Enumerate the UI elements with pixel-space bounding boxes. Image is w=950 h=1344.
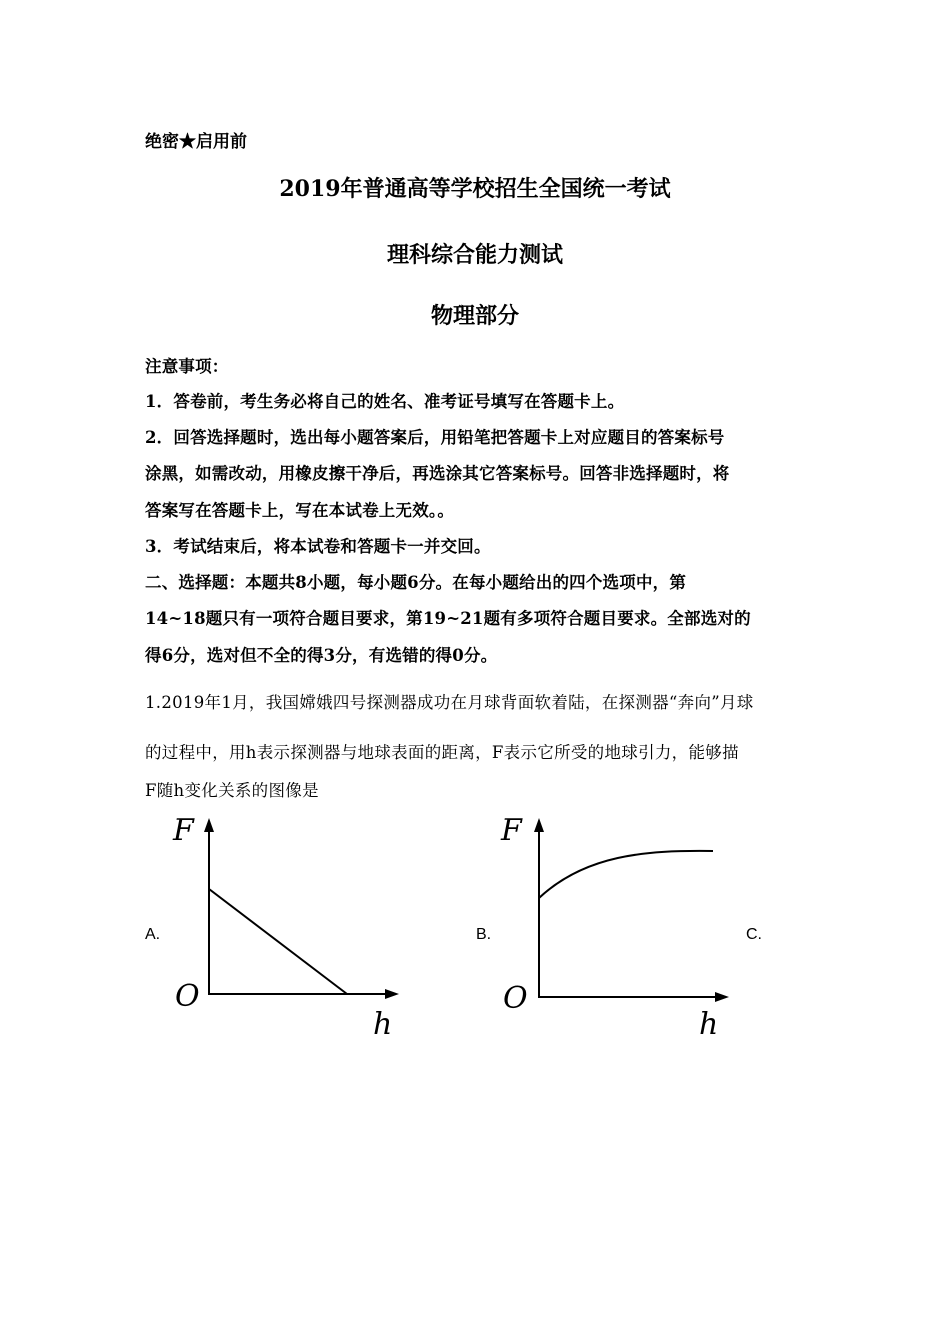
notice-line: 涂黑，如需改动，用橡皮擦干净后，再选涂其它答案标号。回答非选择题时，将	[145, 464, 730, 483]
notice-line: 答案写在答题卡上，写在本试卷上无效。。	[145, 501, 455, 520]
option-c-label: C.	[746, 926, 762, 943]
section-line: 14~18题只有一项符合题目要求，第19~21题有多项符合题目要求。全部选对的	[145, 609, 751, 628]
y-axis-arrow	[534, 818, 544, 832]
secret-label: 绝密★启用前	[145, 132, 247, 152]
question-text: 的过程中，用h表示探测器与地球表面的距离，F表示它所受的地球引力，能够描	[145, 743, 739, 762]
x-axis-label: h	[699, 1007, 719, 1042]
notice-line: 1．答卷前，考生务必将自己的姓名、准考证号填写在答题卡上。	[145, 392, 625, 411]
y-axis-arrow	[204, 818, 214, 832]
y-axis-label: F	[501, 813, 522, 848]
y-axis-label: F	[173, 813, 194, 848]
origin-label: O	[503, 981, 528, 1016]
notice-line: 3．考试结束后，将本试卷和答题卡一并交回。	[145, 537, 491, 556]
x-axis-label: h	[373, 1007, 393, 1042]
origin-label: O	[175, 979, 200, 1014]
exam-title: 2019年普通高等学校招生全国统一考试	[279, 176, 671, 202]
graph-b	[495, 810, 745, 1045]
notice-line: 2．回答选择题时，选出每小题答案后，用铅笔把答题卡上对应题目的答案标号	[145, 428, 725, 447]
graph-a-curve	[209, 889, 347, 994]
x-axis-arrow	[715, 992, 729, 1002]
notices-heading: 注意事项：	[145, 357, 229, 376]
section-line: 得6分，选对但不全的得3分，有选错的得0分。	[145, 646, 498, 665]
question-text: F随h变化关系的图像是	[145, 781, 319, 800]
option-b-label: B.	[476, 926, 492, 943]
section-line: 二、选择题：本题共8小题，每小题6分。在每小题给出的四个选项中，第	[145, 573, 687, 592]
graph-b-curve	[539, 851, 713, 898]
exam-part-title: 物理部分	[430, 303, 519, 329]
graph-a	[165, 810, 415, 1045]
option-a-label: A.	[145, 926, 161, 943]
x-axis-arrow	[385, 989, 399, 999]
exam-subtitle: 理科综合能力测试	[386, 242, 563, 268]
question-text: 1.2019年1月，我国嫦娥四号探测器成功在月球背面软着陆，在探测器“奔向”月球	[145, 693, 754, 712]
